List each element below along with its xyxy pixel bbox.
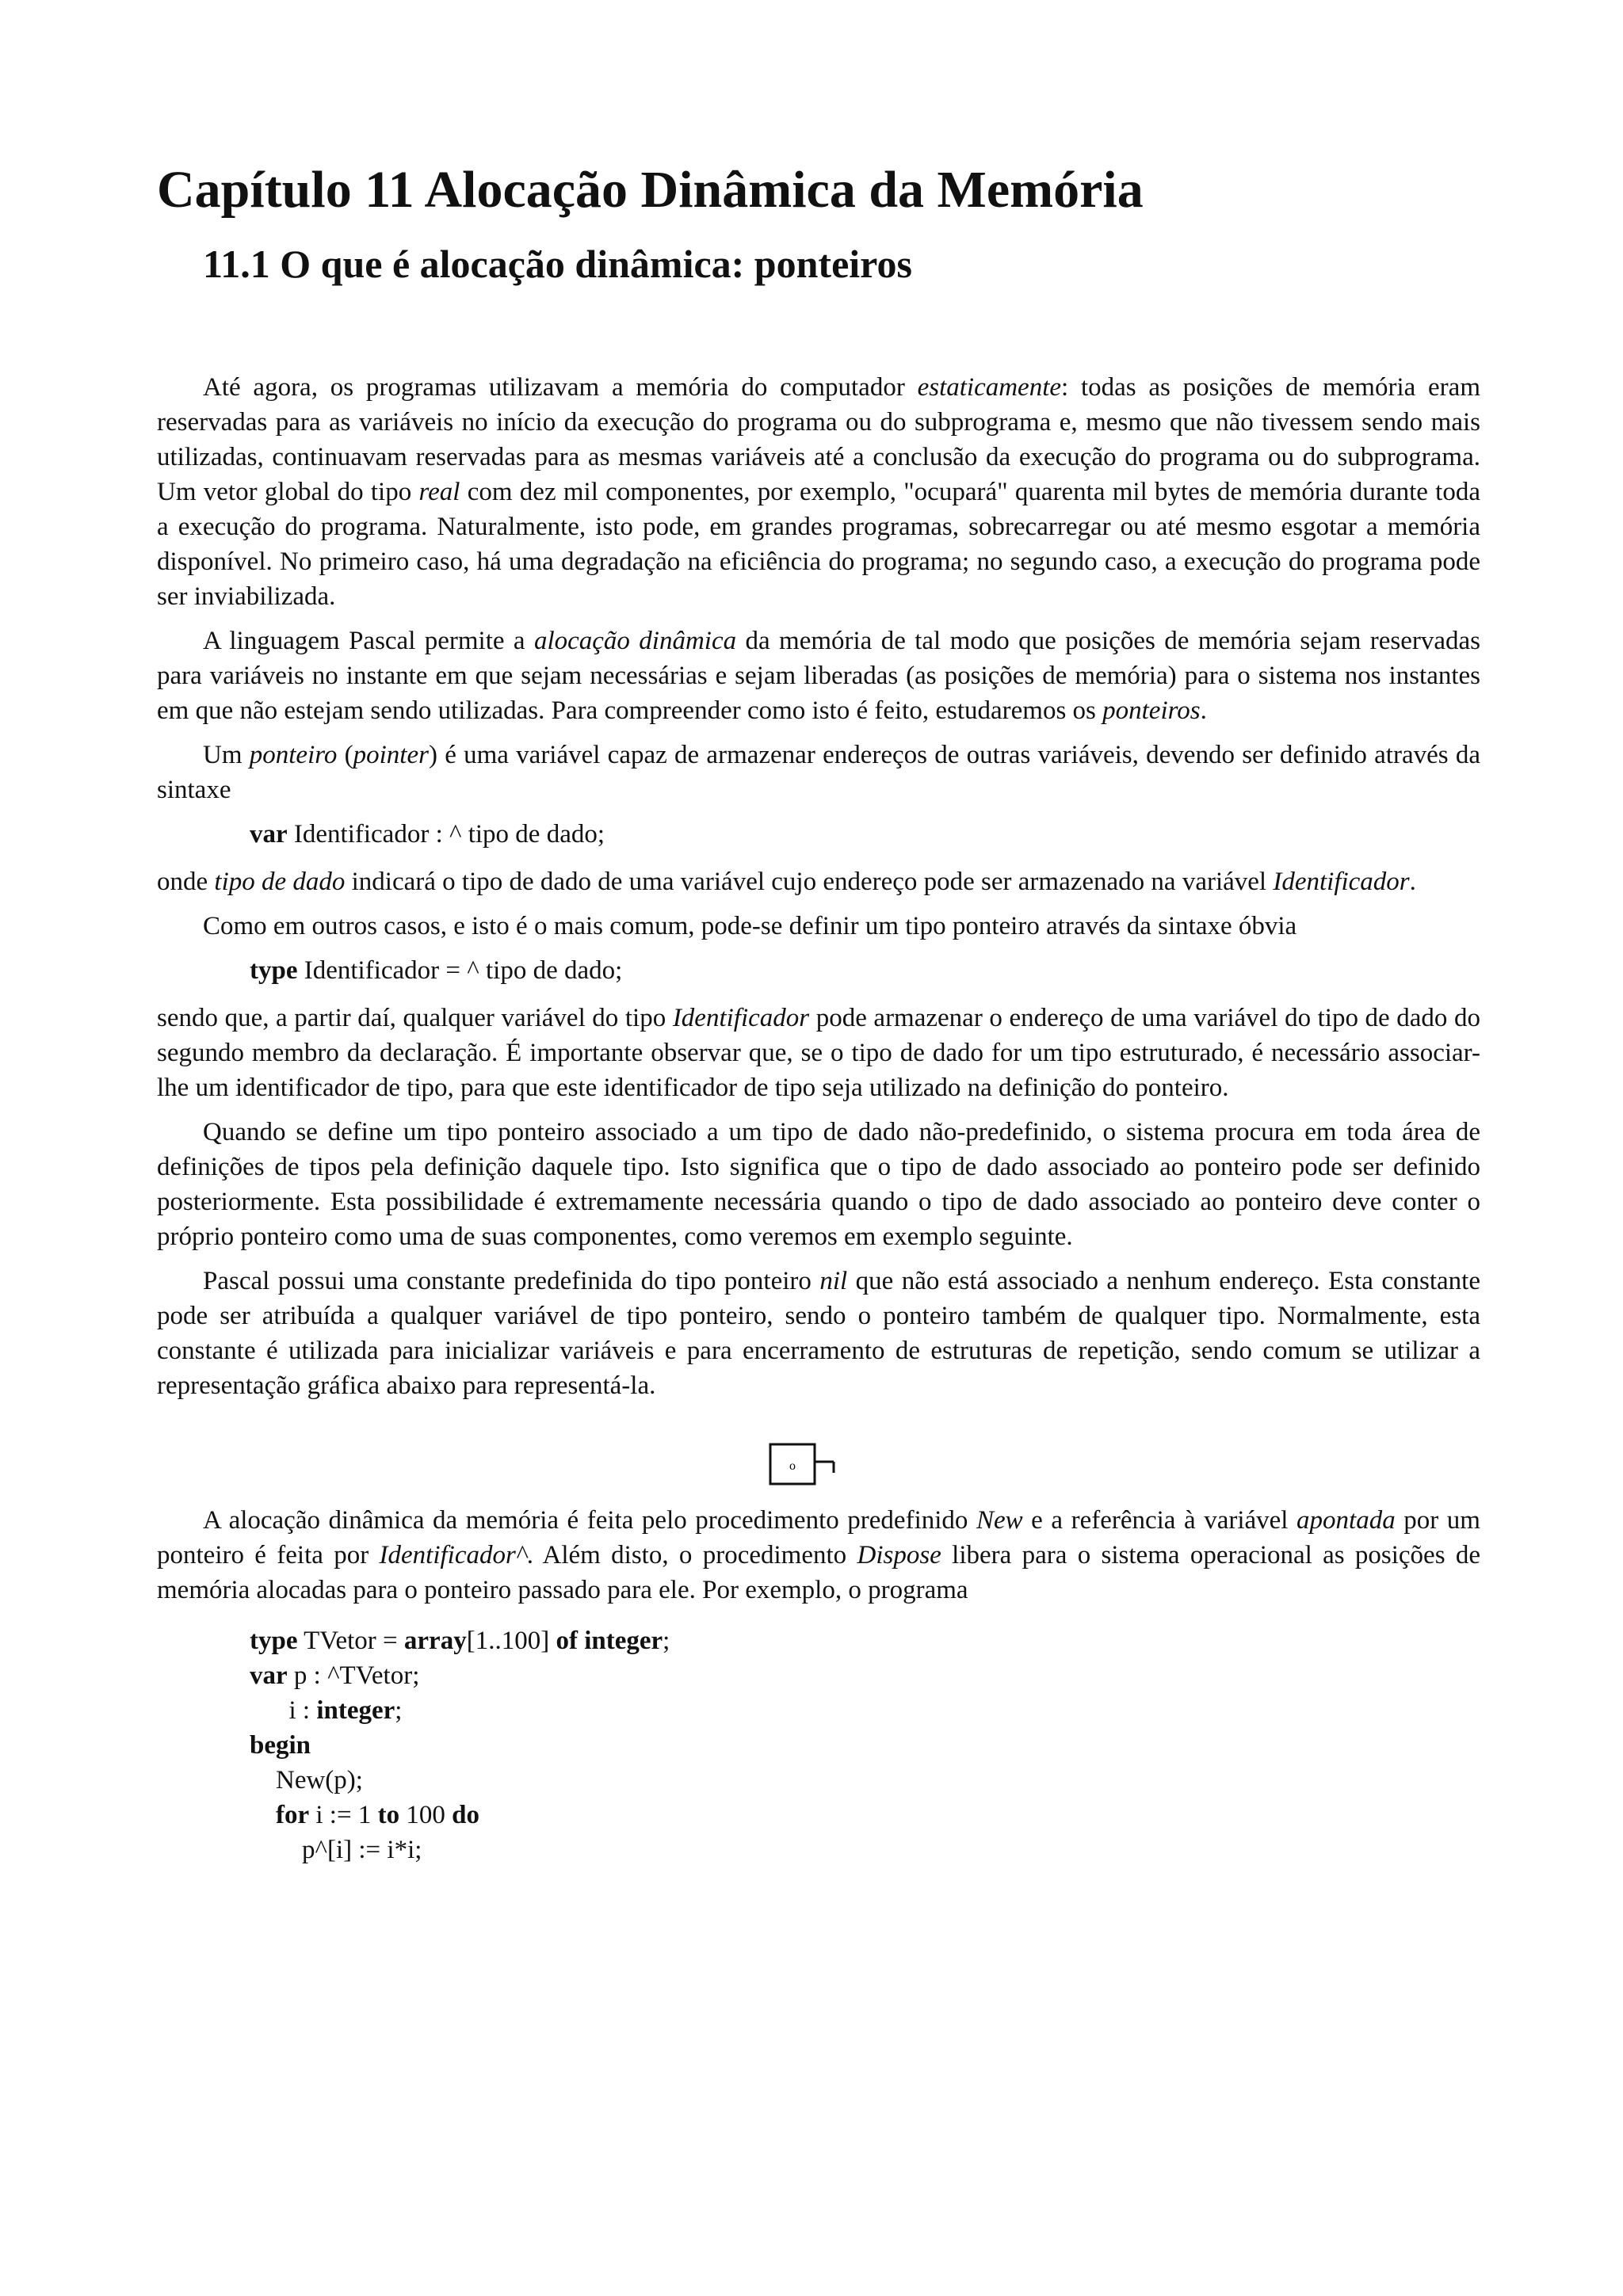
code-line-6: for i := 1 to 100 do — [276, 1801, 479, 1830]
paragraph-6: sendo que, a partir daí, qualquer variável do tipo Identificador pode armazenar o endereço de uma variável do tipo de dado do segundo membro da declaração. É importante observar que, se o tipo de dado for um tipo estruturado, é necessário associar-lhe um identificador de tipo, para que este identificador de tipo seja utilizado na definição do ponteiro. — [157, 1004, 1481, 1103]
code-line-5: New(p); — [250, 1766, 363, 1795]
chapter-title: Capítulo 11 Alocação Dinâmica da Memória — [157, 161, 1144, 219]
nil-symbol-text: o — [789, 1459, 796, 1474]
paragraph-1: Até agora, os programas utilizavam a memória do computador estaticamente: todas as posições de memória eram reservadas para as variáveis no início da execução do programa ou do subprograma e, mesmo que não tivessem sendo mais utilizadas, continuavam reservadas para as mesmas variáveis até a conclusão da execução do programa ou do subprograma. Um vetor global do tipo real com dez mil componentes, por exemplo, "ocupará" quarenta mil bytes de memória durante toda a execução do programa. Naturalmente, isto pode, em grandes programas, sobrecarregar ou até mesmo esgotar a memória disponível. No primeiro caso, há uma degradação na eficiência do programa; no segundo caso, a execução do programa pode ser inviabilizada. — [157, 373, 1480, 612]
paragraph-9: A alocação dinâmica da memória é feita pelo procedimento predefinido New e a referência à variável apontada por um ponteiro é feita por Identificador^. Além disto, o procedimento Dispose libera para o sistema operacional as posições de memória alocadas para o ponteiro passado para ele. Por exemplo, o programa — [157, 1506, 1481, 1605]
paragraph-5: Como em outros casos, e isto é o mais comum, pode-se definir um tipo ponteiro através da sintaxe óbvia — [203, 912, 1297, 941]
paragraph-2: A linguagem Pascal permite a alocação dinâmica da memória de tal modo que posições de memória sejam reservadas para variáveis no instante em que sejam necessárias e sejam liberadas (as posições de memória) para o sistema nos instantes em que não estejam sendo utilizadas. Para compreender como isto é feito, estudaremos os ponteiros. — [157, 627, 1480, 726]
syntax-var: var Identificador : ^ tipo de dado; — [250, 820, 605, 849]
paragraph-4: onde tipo de dado indicará o tipo de dado de uma variável cujo endereço pode ser armazenado na variável Identificador. — [157, 868, 1416, 897]
paragraph-8: Pascal possui uma constante predefinida do tipo ponteiro nil que não está associado a nenhum endereço. Esta constante pode ser atribuída a qualquer variável de tipo ponteiro, sendo o ponteiro também de qualquer tipo. Normalmente, esta constante é utilizada para inicializar variáveis e para encerramento de estruturas de repetição, sendo comum se utilizar a representação gráfica abaixo para representá-la. — [157, 1267, 1480, 1401]
nil-pointer-diagram — [0, 1440, 1623, 1495]
section-title: 11.1 O que é alocação dinâmica: ponteiros — [203, 242, 912, 287]
code-line-3: i : integer; — [250, 1696, 403, 1726]
nil-pointer-icon — [767, 1440, 838, 1490]
paragraph-3: Um ponteiro (pointer) é uma variável capaz de armazenar endereços de outras variáveis, devendo ser definido através da sintaxe — [157, 741, 1480, 805]
paragraph-7: Quando se define um tipo ponteiro associado a um tipo de dado não-predefinido, o sistema procura em toda área de definições de tipos pela definição daquele tipo. Isto significa que o tipo de dado associado ao ponteiro pode ser definido posteriormente. Esta possibilidade é extremamente necessária quando o tipo de dado associado ao ponteiro deve conter o próprio ponteiro como uma de suas componentes, como veremos em exemplo seguinte. — [157, 1118, 1480, 1252]
code-line-1: type TVetor = array[1..100] of integer; — [250, 1627, 670, 1656]
code-line-4: begin — [250, 1731, 311, 1760]
code-line-2: var p : ^TVetor; — [250, 1661, 420, 1691]
syntax-type: type Identificador = ^ tipo de dado; — [250, 956, 623, 986]
code-example — [250, 1623, 1480, 1867]
code-line-7: p^[i] := i*i; — [250, 1836, 422, 1865]
